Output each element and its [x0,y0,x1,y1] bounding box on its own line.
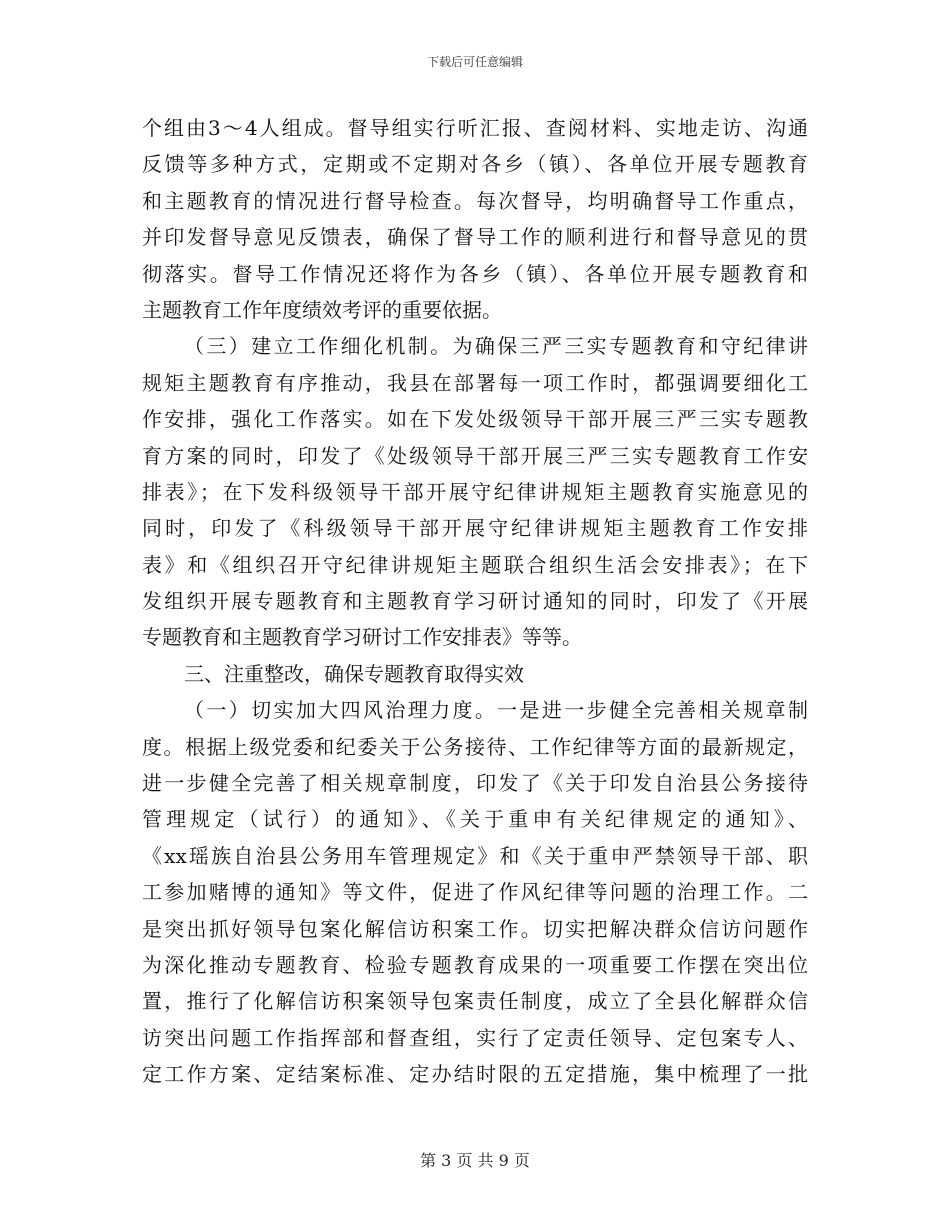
text-line: 个组由3～4人组成。督导组实行听汇报、查阅材料、实地走访、沟通 [142,116,808,140]
text-line: 定工作方案、定结案标准、定办结时限的五定措施，集中梳理了一批 [142,1062,808,1087]
paragraph-start-line: （一）切实加大四风治理力度。一是进一步健全完善相关规章制 [184,698,808,723]
text-line: 专题教育和主题教育学习研讨工作安排表》等等。 [142,625,582,650]
text-line: 作安排，强化工作落实。如在下发处级领导干部开展三严三实专题教 [142,407,808,432]
text-line: 反馈等多种方式，定期或不定期对各乡（镇）、各单位开展专题教育 [142,152,808,177]
text-line: 并印发督导意见反馈表，确保了督导工作的顺利进行和督导意见的贯 [142,225,808,250]
text-line: 排表》；在下发科级领导干部开展守纪律讲规矩主题教育实施意见的 [142,479,808,504]
text-line: 和主题教育的情况进行督导检查。每次督导，均明确督导工作重点， [142,188,808,213]
text-line: 规矩主题教育有序推动，我县在部署每一项工作时，都强调要细化工 [142,370,808,395]
text-line: 育方案的同时，印发了《处级领导干部开展三严三实专题教育工作安 [142,443,808,468]
text-line: 度。根据上级党委和纪委关于公务接待、工作纪律等方面的最新规定， [142,734,808,759]
page-header: 下载后可任意编辑 [426,55,523,69]
document-body [142,110,808,1093]
text-line: 彻落实。督导工作情况还将作为各乡（镇）、各单位开展专题教育和 [142,261,808,286]
text-line: 表》和《组织召开守纪律讲规矩主题联合组织生活会安排表》；在下 [142,552,808,577]
text-line: 进一步健全完善了相关规章制度，印发了《关于印发自治县公务接待 [142,771,808,796]
text-line: 《xx瑶族自治县公务用车管理规定》和《关于重申严禁领导干部、职 [142,843,808,868]
text-line: 主题教育工作年度绩效考评的重要依据。 [142,297,502,322]
text-line: 管理规定（试行）的通知》、《关于重申有关纪律规定的通知》、 [142,807,808,832]
text-line: 为深化推动专题教育、检验专题教育成果的一项重要工作摆在突出位 [142,952,808,977]
paragraph-start-line: （三）建立工作细化机制。为确保三严三实专题教育和守纪律讲 [184,334,808,359]
text-line: 访突出问题工作指挥部和督查组，实行了定责任领导、定包案专人、 [142,1025,808,1050]
page-footer: 第 3 页 共 9 页 [420,1151,530,1170]
text-line: 是突出抓好领导包案化解信访积案工作。切实把解决群众信访问题作 [142,916,808,941]
text-line: 置，推行了化解信访积案领导包案责任制度，成立了全县化解群众信 [142,989,808,1014]
section-heading: 三、注重整改，确保专题教育取得实效 [184,661,524,686]
text-line: 同时，印发了《科级领导干部开展守纪律讲规矩主题教育工作安排 [142,516,808,541]
text-line: 工参加赌博的通知》等文件，促进了作风纪律等问题的治理工作。二 [142,880,808,905]
text-line: 发组织开展专题教育和主题教育学习研讨通知的同时，印发了《开展 [142,589,808,614]
